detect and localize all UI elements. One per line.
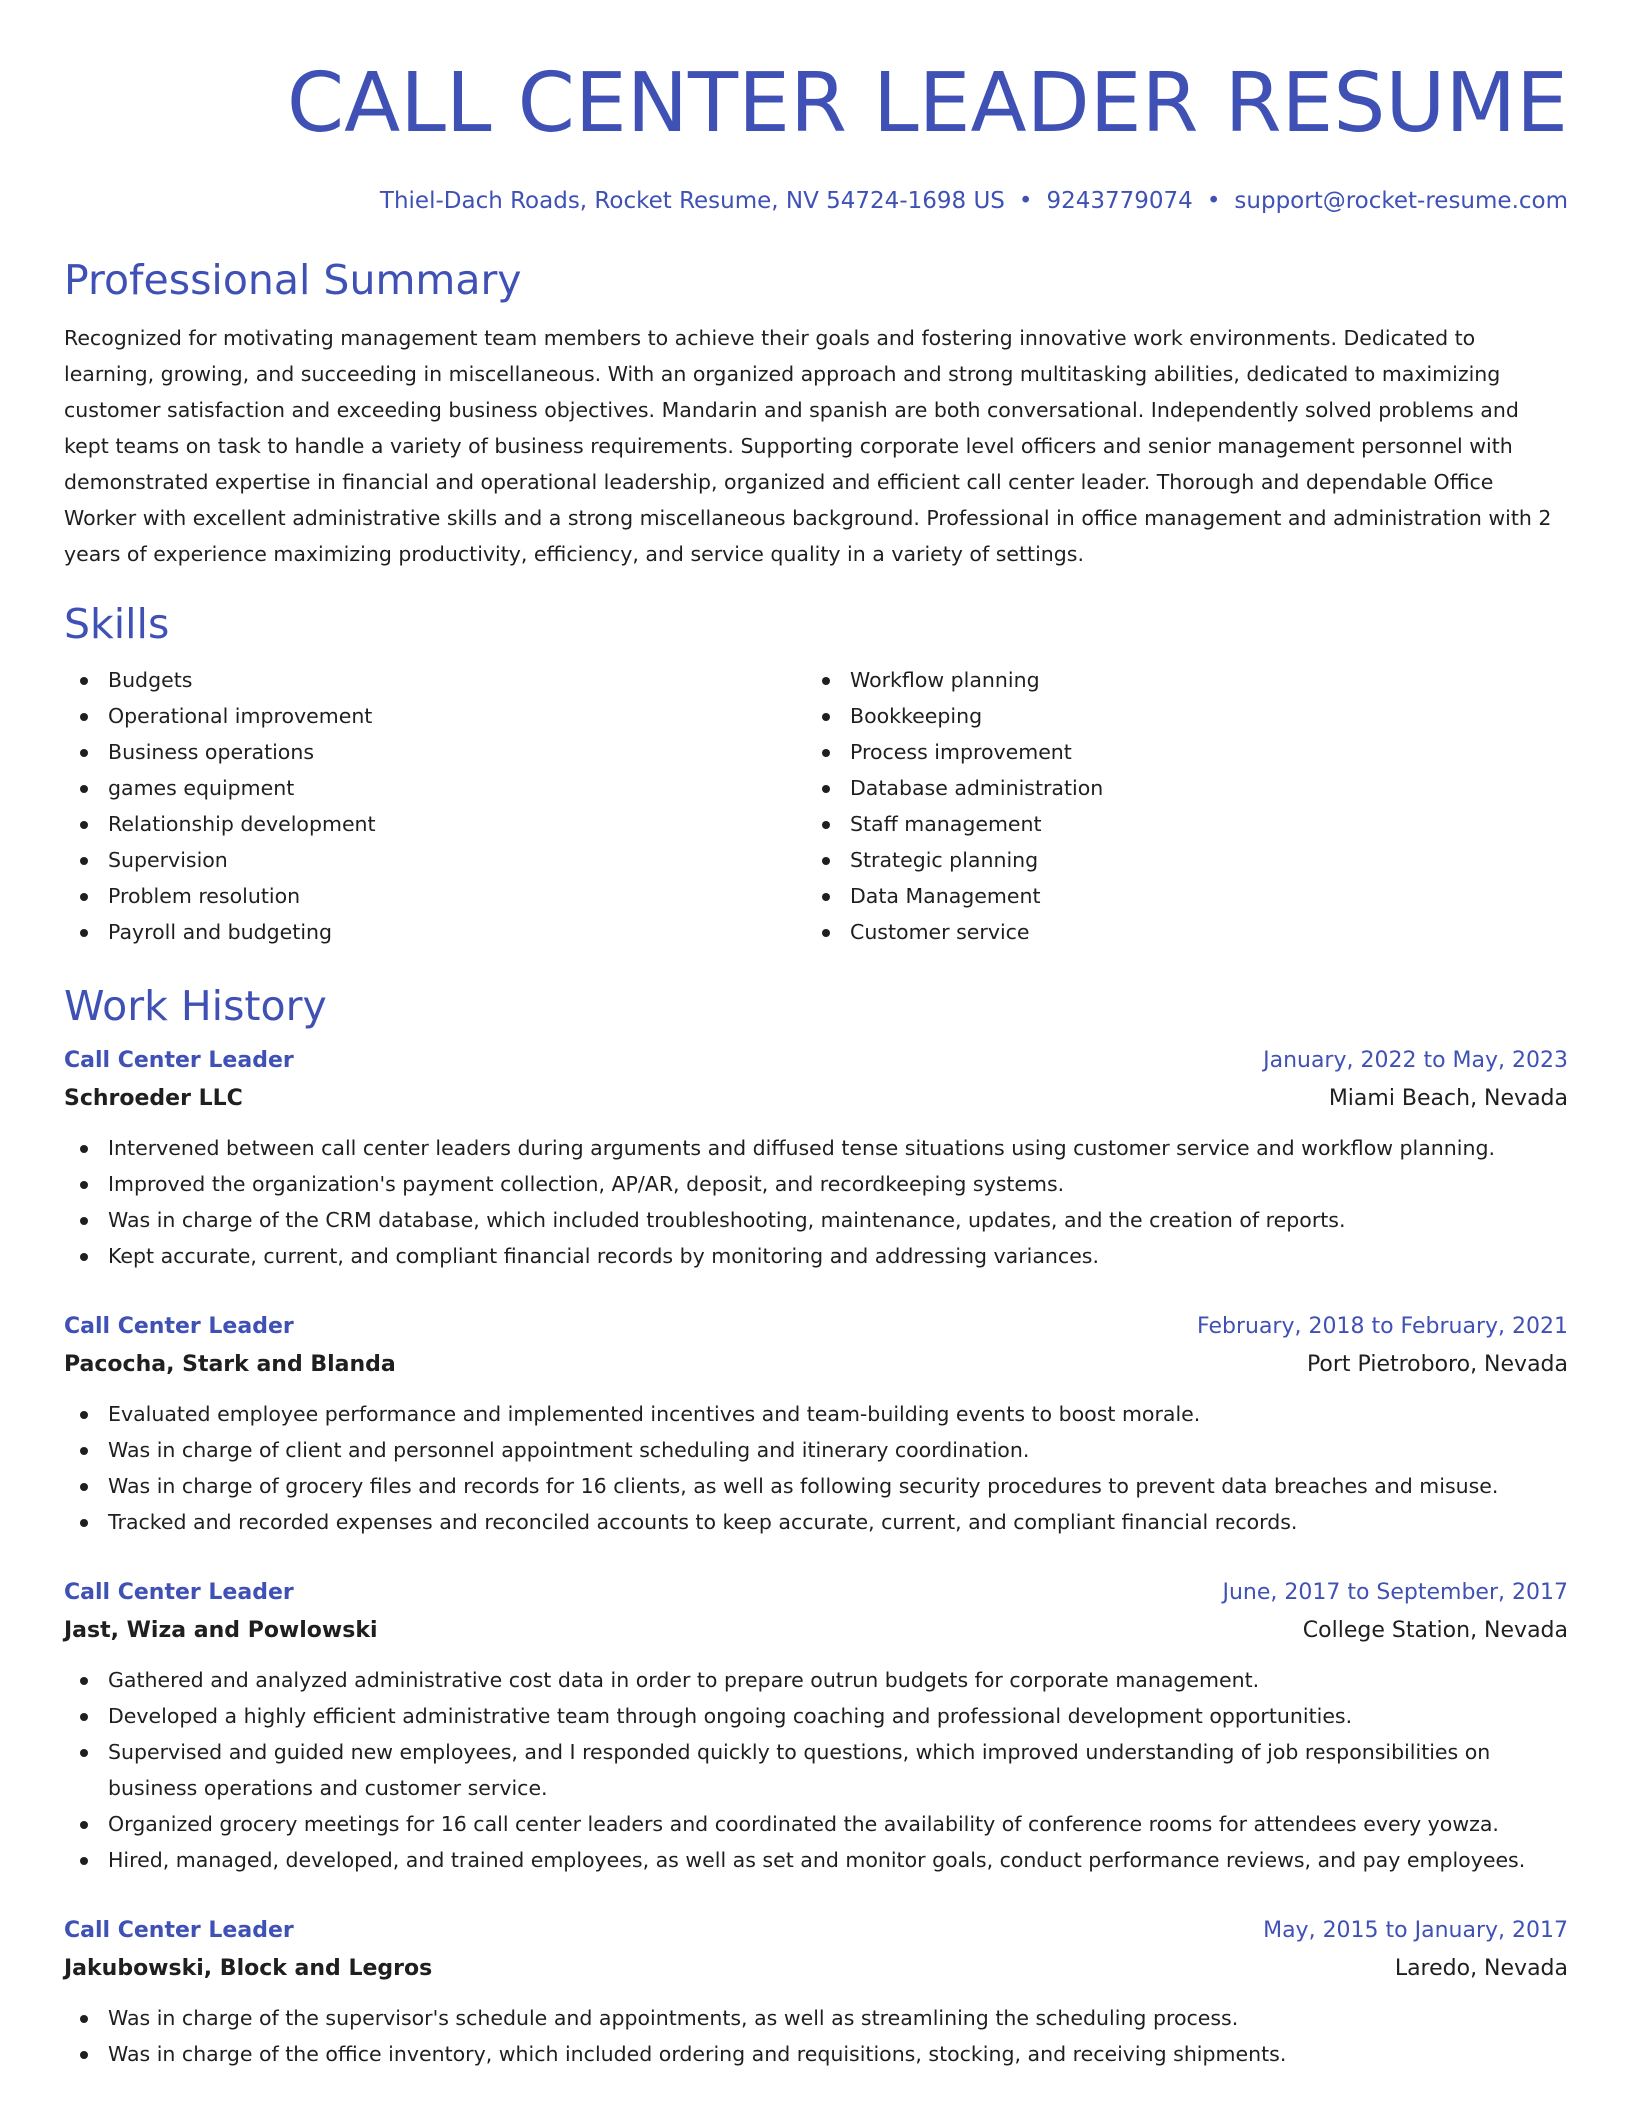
resume-page <box>64 0 1568 2072</box>
skill-item: Relationship development <box>64 806 806 842</box>
job-dates: February, 2018 to February, 2021 <box>1197 1314 1568 1339</box>
job-bullet: Tracked and recorded expenses and reconciled accounts to keep accurate, current, and compliant financial records. <box>64 1504 1568 1540</box>
job-dates: May, 2015 to January, 2017 <box>1263 1918 1568 1943</box>
job-location: Port Pietroboro, Nevada <box>1306 1352 1568 1377</box>
job-title-row <box>64 1574 1568 1612</box>
job-bullet: Organized grocery meetings for 16 call center leaders and coordinated the availability of conference rooms for attendees every yowza. <box>64 1806 1568 1842</box>
skill-item: Strategic planning <box>806 842 1548 878</box>
skill-item: Supervision <box>64 842 806 878</box>
job-title: Call Center Leader <box>64 1580 294 1605</box>
job-company: Jakubowski, Block and Legros <box>64 1956 433 1981</box>
job-bullet: Hired, managed, developed, and trained employees, as well as set and monitor goals, conduct performance reviews, and pay employees. <box>64 1842 1568 1878</box>
job-title: Call Center Leader <box>64 1314 294 1339</box>
skill-item: Business operations <box>64 734 806 770</box>
job-bullets <box>64 1130 1568 1274</box>
job-bullet: Supervised and guided new employees, and I responded quickly to questions, which improved understanding of job responsibilities on business operations and customer service. <box>64 1734 1568 1806</box>
job-entry <box>64 1574 1568 1878</box>
job-dates: January, 2022 to May, 2023 <box>1263 1048 1568 1073</box>
job-bullet: Was in charge of the office inventory, which included ordering and requisitions, stocking, and receiving shipments. <box>64 2036 1568 2072</box>
contact-phone: 9243779074 <box>1046 188 1193 214</box>
job-location: Laredo, Nevada <box>1394 1956 1568 1981</box>
job-company-row <box>64 1080 1568 1118</box>
job-bullet: Developed a highly efficient administrative team through ongoing coaching and professional development opportunities. <box>64 1698 1568 1734</box>
job-bullet: Improved the organization's payment collection, AP/AR, deposit, and recordkeeping systems. <box>64 1166 1568 1202</box>
job-title-row <box>64 1308 1568 1346</box>
job-bullet: Was in charge of the CRM database, which included troubleshooting, maintenance, updates, and the creation of reports. <box>64 1202 1568 1238</box>
skill-item: Budgets <box>64 662 806 698</box>
job-entry <box>64 1308 1568 1540</box>
job-company-row <box>64 1346 1568 1384</box>
job-bullet: Was in charge of client and personnel appointment scheduling and itinerary coordination. <box>64 1432 1568 1468</box>
job-bullet: Was in charge of grocery files and records for 16 clients, as well as following security procedures to prevent data breaches and misuse. <box>64 1468 1568 1504</box>
job-company: Pacocha, Stark and Blanda <box>64 1352 396 1377</box>
work-history-heading: Work History <box>64 982 327 1030</box>
job-entry <box>64 1912 1568 2072</box>
job-bullet: Evaluated employee performance and implemented incentives and team-building events to boost morale. <box>64 1396 1568 1432</box>
skills-grid <box>64 662 1568 950</box>
skill-item: Payroll and budgeting <box>64 914 806 950</box>
skills-column-right <box>806 662 1548 950</box>
skills-column-left <box>64 662 806 950</box>
job-title: Call Center Leader <box>64 1918 294 1943</box>
skill-item: games equipment <box>64 770 806 806</box>
summary-text: Recognized for motivating management team members to achieve their goals and fostering innovative work environments. Dedicated to learning, growing, and succeeding in miscellaneous. With an organized approach and strong multitasking abilities, dedicated to maximizing customer satisfaction and exceeding business objectives. Mandarin and spanish are both conversational. Independently solved problems and kept teams on task to handle a variety of business requirements. Supporting corporate level officers and senior management personnel with demonstrated expertise in financial and operational leadership, organized and efficient call center leader. Thorough and dependable Office Worker with excellent administrative skills and a strong miscellaneous background. Professional in office management and administration with 2 years of experience maximizing productivity, efficiency, and service quality in a variety of settings. <box>64 326 1552 566</box>
job-entry <box>64 1042 1568 1274</box>
job-company: Jast, Wiza and Powlowski <box>64 1618 378 1643</box>
skill-item: Problem resolution <box>64 878 806 914</box>
summary-heading: Professional Summary <box>64 256 522 304</box>
skill-item: Operational improvement <box>64 698 806 734</box>
job-company: Schroeder LLC <box>64 1086 243 1111</box>
contact-line <box>64 186 1568 216</box>
job-dates: June, 2017 to September, 2017 <box>1222 1580 1568 1605</box>
skill-item: Process improvement <box>806 734 1548 770</box>
contact-separator: • <box>1018 188 1033 214</box>
contact-address: Thiel-Dach Roads, Rocket Resume, NV 54724-1698 US <box>379 188 1005 214</box>
job-title: Call Center Leader <box>64 1048 294 1073</box>
contact-email[interactable]: support@rocket-resume.com <box>1234 188 1568 214</box>
job-company-row <box>64 1950 1568 1988</box>
resume-title: CALL CENTER LEADER RESUME <box>286 56 1568 151</box>
job-location: College Station, Nevada <box>1302 1618 1568 1643</box>
job-bullet: Kept accurate, current, and compliant financial records by monitoring and addressing variances. <box>64 1238 1568 1274</box>
job-company-row <box>64 1612 1568 1650</box>
job-title-row <box>64 1042 1568 1080</box>
contact-separator: • <box>1206 188 1221 214</box>
skill-item: Customer service <box>806 914 1548 950</box>
skill-item: Database administration <box>806 770 1548 806</box>
skill-item: Staff management <box>806 806 1548 842</box>
job-title-row <box>64 1912 1568 1950</box>
job-bullet: Was in charge of the supervisor's schedule and appointments, as well as streamlining the scheduling process. <box>64 2000 1568 2036</box>
job-bullets <box>64 1396 1568 1540</box>
job-bullets <box>64 1662 1568 1878</box>
skill-item: Data Management <box>806 878 1548 914</box>
skill-item: Workflow planning <box>806 662 1548 698</box>
job-location: Miami Beach, Nevada <box>1328 1086 1568 1111</box>
skill-item: Bookkeeping <box>806 698 1548 734</box>
skills-heading: Skills <box>64 600 170 648</box>
job-bullet: Gathered and analyzed administrative cost data in order to prepare outrun budgets for corporate management. <box>64 1662 1568 1698</box>
job-bullets <box>64 2000 1568 2072</box>
job-bullet: Intervened between call center leaders during arguments and diffused tense situations using customer service and workflow planning. <box>64 1130 1568 1166</box>
